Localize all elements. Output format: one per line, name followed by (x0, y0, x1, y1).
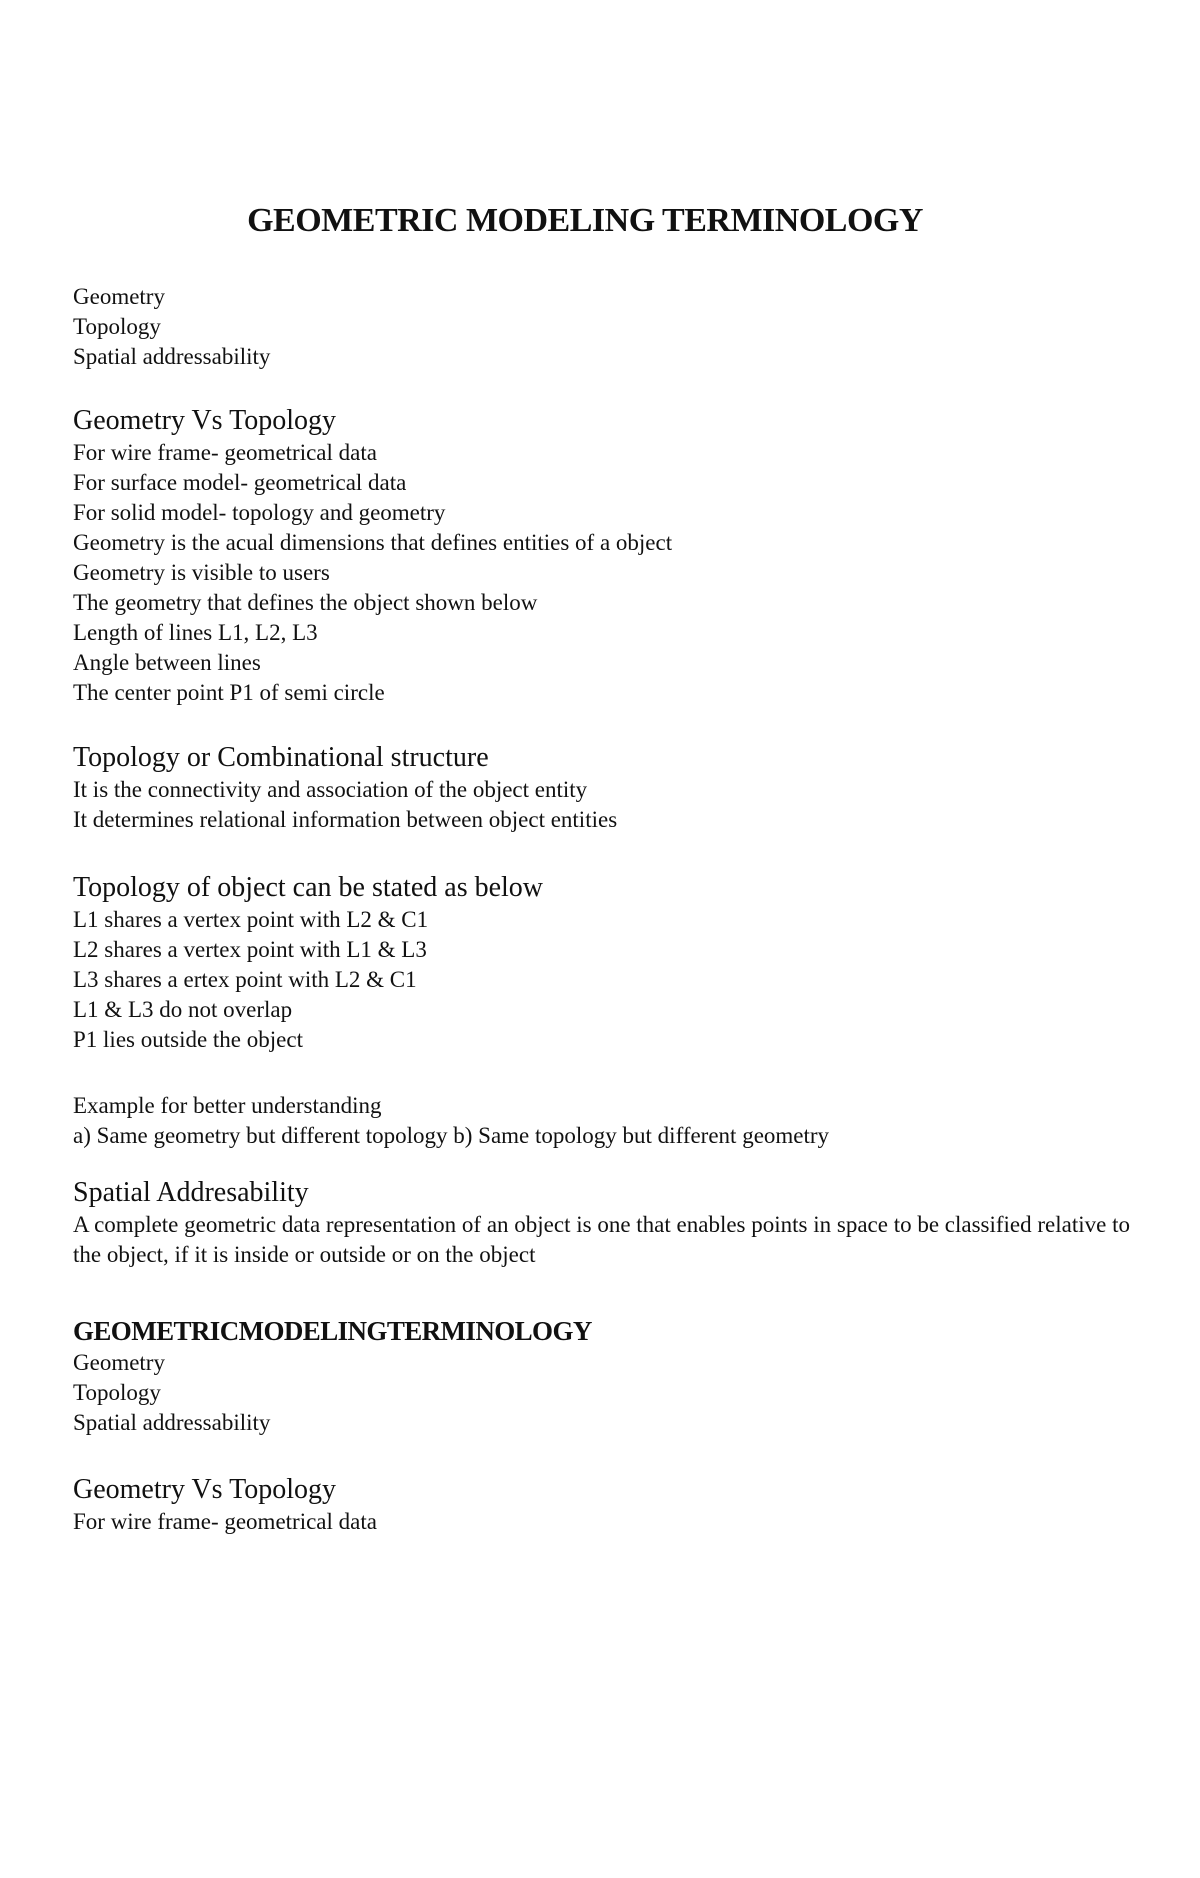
text-paragraph: A complete geometric data representation of an object is one that enables points in space to be classified relative to the object, if it is inside or outside or on the object (73, 1212, 1130, 1267)
section-heading: Geometry Vs Topology (73, 1474, 336, 1505)
text-line: For wire frame- geometrical data (73, 440, 377, 465)
text-line: It determines relational information between object entities (73, 807, 618, 832)
text-line: Example for better understanding (73, 1093, 382, 1118)
text-line: The center point P1 of semi circle (73, 680, 385, 705)
text-line: L1 & L3 do not overlap (73, 997, 293, 1022)
topology-structure-section (73, 741, 1133, 835)
repeated-geometry-vs-topology-section (73, 1473, 1133, 1537)
term-item: Topology (73, 1380, 161, 1405)
text-line: Length of lines L1, L2, L3 (73, 620, 318, 645)
text-line: Geometry is the acual dimensions that defines entities of a object (73, 530, 673, 555)
text-line: L2 shares a vertex point with L1 & L3 (73, 937, 427, 962)
text-line: a) Same geometry but different topology b) Same topology but different geometry (73, 1123, 830, 1148)
term-item: Geometry (73, 284, 165, 309)
section-heading-bold: GEOMETRICMODELINGTERMINOLOGY (73, 1316, 592, 1346)
text-line: P1 lies outside the object (73, 1027, 303, 1052)
term-item: Geometry (73, 1350, 165, 1375)
text-line: Geometry is visible to users (73, 560, 330, 585)
section-heading: Geometry Vs Topology (73, 405, 336, 436)
section-heading: Spatial Addresability (73, 1177, 309, 1208)
section-heading: Topology of object can be stated as below (73, 872, 544, 903)
text-line: Angle between lines (73, 650, 261, 675)
example-section (73, 1091, 1133, 1151)
spatial-addressability-section (73, 1176, 1133, 1270)
term-item: Topology (73, 314, 161, 339)
text-line: L1 shares a vertex point with L2 & C1 (73, 907, 429, 932)
text-line: The geometry that defines the object shown below (73, 590, 538, 615)
repeated-section (73, 1314, 1133, 1438)
text-line: L3 shares a ertex point with L2 & C1 (73, 967, 417, 992)
section-heading: Topology or Combinational structure (73, 742, 489, 773)
text-line: For solid model- topology and geometry (73, 500, 446, 525)
term-item: Spatial addressability (73, 344, 271, 369)
term-item: Spatial addressability (73, 1410, 271, 1435)
topology-object-section (73, 871, 1133, 1055)
page-title: GEOMETRIC MODELING TERMINOLOGY (247, 202, 923, 239)
text-line: For surface model- geometrical data (73, 470, 407, 495)
geometry-vs-topology-section (73, 404, 1133, 708)
text-line: For wire frame- geometrical data (73, 1509, 377, 1534)
terms-list (73, 282, 1133, 372)
text-line: It is the connectivity and association of the object entity (73, 777, 588, 802)
